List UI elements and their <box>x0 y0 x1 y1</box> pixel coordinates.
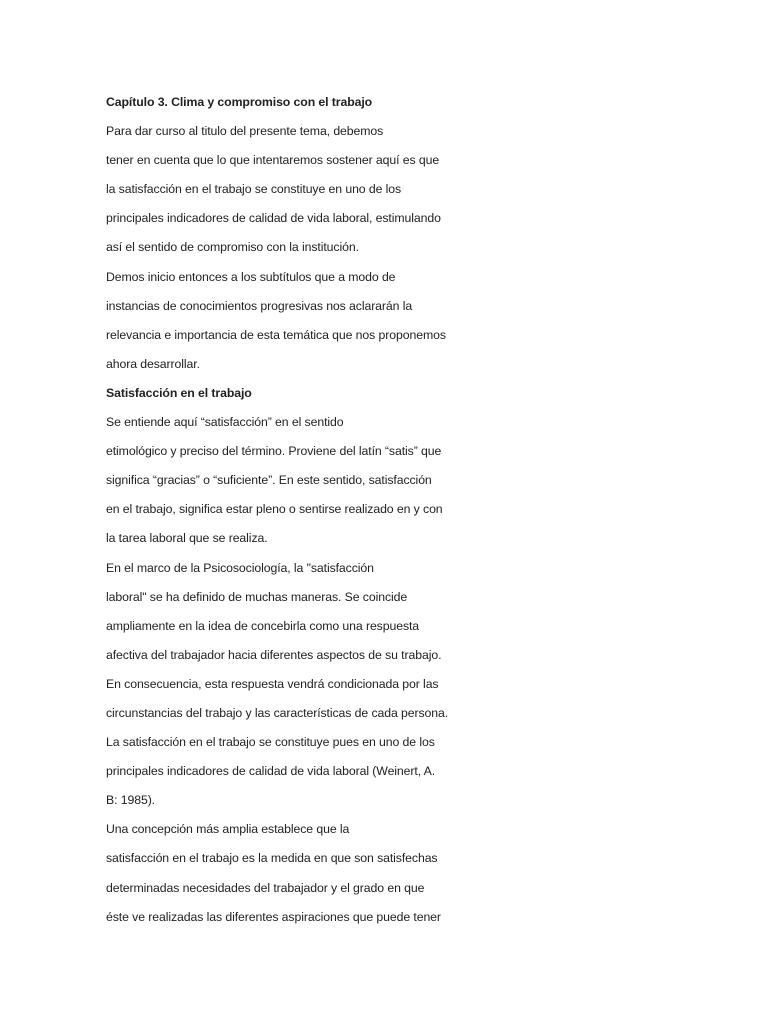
text-line: Para dar curso al titulo del presente tema, debemos <box>106 124 384 139</box>
text-line: En consecuencia, esta respuesta vendrá condicionada por las <box>106 676 439 691</box>
text-line: Una concepción más amplia establece que la <box>106 822 350 837</box>
text-line: Demos inicio entonces a los subtítulos que a modo de <box>106 269 396 284</box>
section-heading: Satisfacción en el trabajo <box>106 385 252 400</box>
document-page <box>106 88 486 932</box>
text-line: determinadas necesidades del trabajador y el grado en que <box>106 880 425 895</box>
text-line: afectiva del trabajador hacia diferentes aspectos de su trabajo. <box>106 647 442 662</box>
text-line: La satisfacción en el trabajo se constituye pues en uno de los <box>106 735 435 750</box>
text-line: etimológico y preciso del término. Proviene del latín “satis” que <box>106 444 442 459</box>
text-line: así el sentido de compromiso con la institución. <box>106 240 359 255</box>
text-line: laboral" se ha definido de muchas maneras. Se coincide <box>106 589 408 604</box>
text-line: ahora desarrollar. <box>106 356 200 371</box>
text-line: la tarea laboral que se realiza. <box>106 531 268 546</box>
text-line: significa “gracias” o “suficiente”. En este sentido, satisfacción <box>106 473 432 488</box>
text-line: tener en cuenta que lo que intentaremos sostener aquí es que <box>106 153 440 168</box>
text-line: circunstancias del trabajo y las características de cada persona. <box>106 705 449 720</box>
text-line: principales indicadores de calidad de vida laboral (Weinert, A. <box>106 764 436 779</box>
text-line: B: 1985). <box>106 793 156 808</box>
text-line: la satisfacción en el trabajo se constituye en uno de los <box>106 182 402 197</box>
chapter-title: Capítulo 3. Clima y compromiso con el trabajo <box>106 95 373 109</box>
text-line: ampliamente en la idea de concebirla como una respuesta <box>106 618 420 633</box>
text-line: principales indicadores de calidad de vida laboral, estimulando <box>106 211 441 226</box>
text-line: en el trabajo, significa estar pleno o sentirse realizado en y con <box>106 502 443 517</box>
text-line: satisfacción en el trabajo es la medida en que son satisfechas <box>106 851 438 866</box>
text-line: Se entiende aquí “satisfacción” en el sentido <box>106 415 344 430</box>
text-line: En el marco de la Psicosociología, la "satisfacción <box>106 560 374 575</box>
text-line: instancias de conocimientos progresivas nos aclararán la <box>106 298 413 313</box>
text-line: éste ve realizadas las diferentes aspiraciones que puede tener <box>106 909 441 924</box>
text-line: relevancia e importancia de esta temática que nos proponemos <box>106 327 446 342</box>
